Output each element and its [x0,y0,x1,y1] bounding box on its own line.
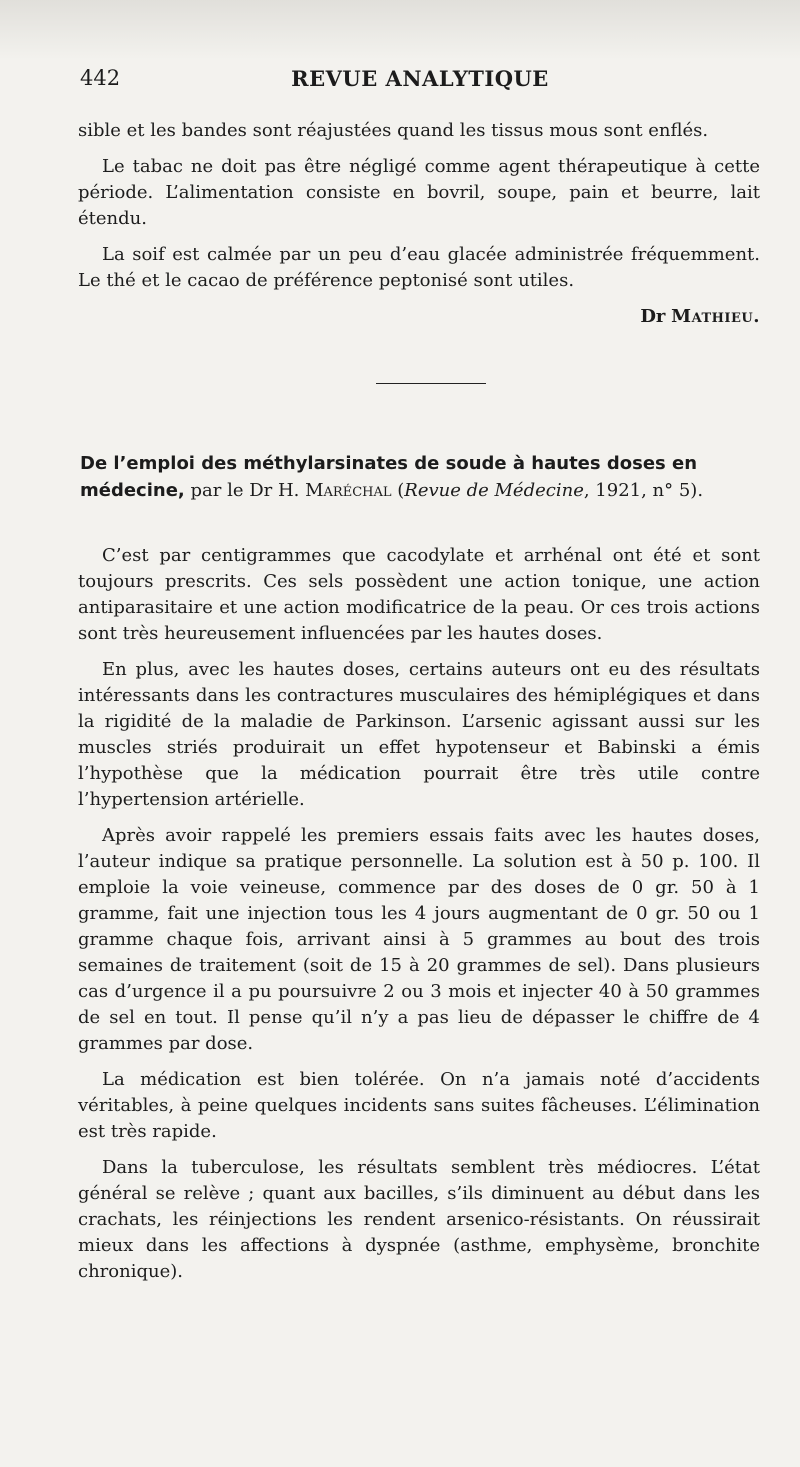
article-title: De l’emploi des méthylarsinates de soude à hautes doses en médecine, [80,453,698,501]
source-open: ( [391,480,405,501]
page-edge-shading [0,0,800,60]
paragraph: Dans la tuberculose, les résultats semblent très médiocres. L’état général se relève ; quant aux bacilles, s’ils diminuent au début dans les crachats, les réinjections les rendent arsenico-résistants. On réussirait mieux dans les affections à dyspnée (asthme, emphysème, bronchite chronique). [78,1157,760,1282]
paragraph: Le tabac ne doit pas être négligé comme agent thérapeutique à cette période. L’alimentation consiste en bovril, soupe, pain et beurre, lait étendu. [78,156,760,229]
running-header [80,66,760,96]
page-number: 442 [80,66,121,90]
paragraph: sible et les bandes sont réajustées quand les tissus mous sont enflés. [78,120,709,141]
source-journal: Revue de Médecine [404,480,584,501]
signature [78,304,760,330]
byline-prefix: par le Dr H. [184,480,306,501]
paragraph: Après avoir rappelé les premiers essais faits avec les hautes doses, l’auteur indique sa pratique personnelle. La solution est à 50 p. 100. Il emploie la voie veineuse, commence par des doses de 0 gr. 50 à 1 gramme, fait une injection tous les 4 jours augmentant de 0 gr. 50 ou 1 gramme chaque fois, arrivant ainsi à 5 grammes au bout des trois semaines de traitement (soit de 15 à 20 grammes de sel). Dans plusieurs cas d’urgence il a pu poursuivre 2 ou 3 mois et injecter 40 à 50 grammes de sel en tout. Il pense qu’il n’y a pas lieu de dépasser le chiffre de 4 grammes par dose. [78,825,760,1054]
signature-name: Mathieu. [671,306,760,327]
article-heading [80,450,760,504]
journal-title: REVUE ANALYTIQUE [291,66,549,91]
paragraph: En plus, avec les hautes doses, certains auteurs ont eu des résultats intéressants dans les contractures musculaires des hémiplégiques et dans la rigidité de la maladie de Parkinson. L’arsenic agissant aussi sur les muscles striés produirait un effet hypotenseur et Babinski a émis l’hypothèse que la médication pourrait être très utile contre l’hypertension artérielle. [78,659,760,810]
section-divider [376,383,486,384]
paragraph: C’est par centigrammes que cacodylate et arrhénal ont été et sont toujours prescrits. Ces sels possèdent une action tonique, une action antiparasitaire et une action modificatrice de la peau. Or ces trois actions sont très heureusement influencées par les hautes doses. [78,545,760,644]
article-body [78,543,760,1295]
paragraph: La médication est bien tolérée. On n’a jamais noté d’accidents véritables, à peine quelques incidents sans suites fâcheuses. L’élimination est très rapide. [78,1069,760,1142]
previous-article-end [78,118,760,330]
source-details: , 1921, n° 5). [583,480,704,501]
signature-title: Dr [640,306,666,327]
paragraph: La soif est calmée par un peu d’eau glacée administrée fréquemment. Le thé et le cacao de préférence peptonisé sont utiles. [78,244,760,291]
article-author: Maréchal [305,480,392,501]
